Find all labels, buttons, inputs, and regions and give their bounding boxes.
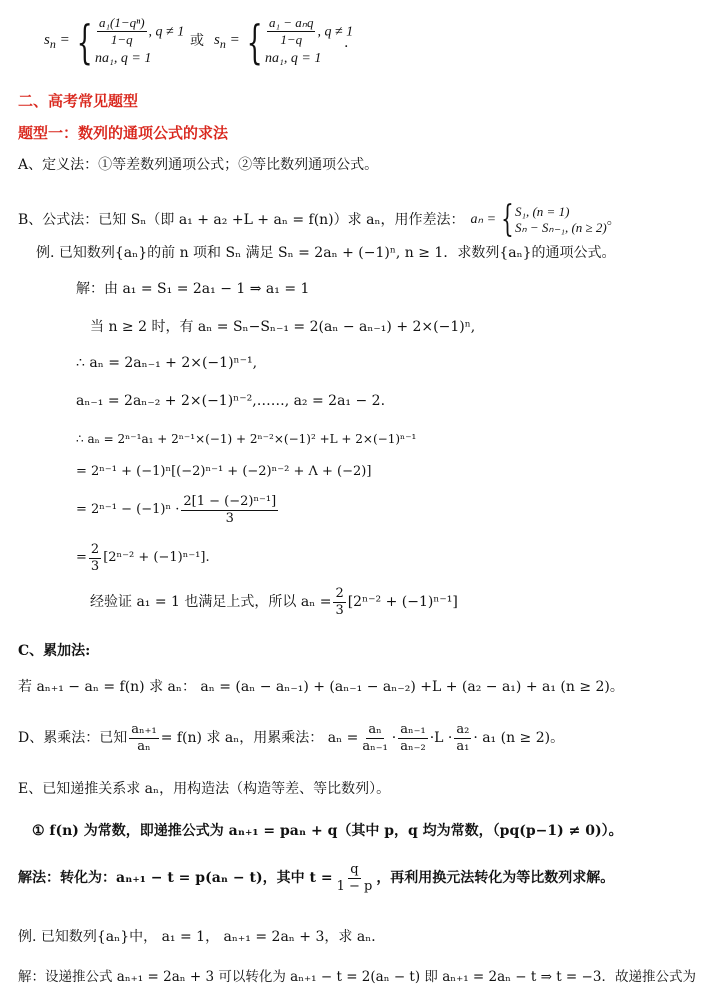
sum-formula-1-lhs: $s_n$ =	[44, 32, 70, 51]
method-b-tail: 。	[606, 212, 621, 228]
sum-formula-1-cases: $\frac{\text{a₁(1−qⁿ)}}{1-q}$ , q ≠ 1 na₁, q = 1	[95, 14, 185, 66]
method-b-cases: S₁, (n = 1) Sₙ − Sₙ₋₁, (n ≥ 2)	[514, 204, 607, 235]
solution-line-4: aₙ₋₁ = 2aₙ₋₂ + 2×(−1)ⁿ⁻²,……, a₂ = 2a₁ − 2.	[76, 393, 386, 409]
solution-line-1: 解：由 a₁ = S₁ = 2a₁ − 1 ⇒ a₁ = 1	[76, 281, 310, 297]
solution-line-2: 当 n ≥ 2 时，有 aₙ = Sₙ−Sₙ₋₁ = 2(aₙ − aₙ₋₁) + 2×(−1)ⁿ,	[90, 319, 476, 335]
section-heading: 二、高考常见题型	[18, 92, 139, 110]
method-e: E、已知递推关系求 aₙ，用构造法（构造等差、等比数列）。	[18, 781, 391, 797]
sum-formula-2-cases: $\frac{\text{a₁ − aₙq}}{1-q}$ , q ≠ 1 na₁, q = 1	[265, 14, 354, 66]
method-e-case1: ① f(n) 为常数，即递推公式为 aₙ₊₁ = paₙ + q（其中 p，q 均为常数，（pq(p−1) ≠ 0)）。	[32, 823, 623, 839]
example-1: 例. 已知数列{aₙ}的前 n 项和 Sₙ 满足 Sₙ = 2aₙ + (−1)ⁿ, n ≥ 1．求数列{aₙ}的通项公式。	[36, 245, 616, 261]
or-text: 或	[190, 33, 204, 49]
method-b-lhs: aₙ =	[470, 212, 497, 227]
left-brace-icon: {	[501, 199, 514, 240]
method-a: A、定义法：①等差数列通项公式；②等比数列通项公式。	[18, 157, 379, 173]
left-brace-icon: {	[76, 15, 93, 69]
top-period: .	[344, 35, 349, 51]
solution-method: 解法：转化为：aₙ₊₁ − t = p(aₙ − t)，其中 t = $\frac{q}{1 - p}$ ，再利用换元法转化为等比数列求解。	[18, 861, 615, 894]
sum-formula-2	[214, 6, 353, 78]
solution-line-6: = 2ⁿ⁻¹ + (−1)ⁿ[(−2)ⁿ⁻¹ + (−2)ⁿ⁻² + Λ + (−2)]	[76, 464, 372, 479]
left-brace-icon: {	[246, 15, 263, 69]
method-c-title: C、累加法:	[18, 643, 91, 659]
method-b	[18, 199, 621, 240]
solution-line-5: ∴ aₙ = 2ⁿ⁻¹a₁ + 2ⁿ⁻¹×(−1) + 2ⁿ⁻²×(−1)² +L + 2×(−1)ⁿ⁻¹	[76, 432, 417, 446]
example-2: 例. 已知数列{aₙ}中， a₁ = 1， aₙ₊₁ = 2aₙ + 3，求 aₙ．	[18, 929, 386, 945]
sum-formula-1	[44, 6, 184, 78]
last-line: 解：设递推公式 aₙ₊₁ = 2aₙ + 3 可以转化为 aₙ₊₁ − t = 2(aₙ − t) 即 aₙ₊₁ = 2aₙ − t ⇒ t = −3．故递推公式为	[18, 969, 696, 985]
solution-line-8: = $\frac{2}{3}$ [2ⁿ⁻² + (−1)ⁿ⁻¹].	[76, 541, 210, 574]
solution-line-7: = 2ⁿ⁻¹ − (−1)ⁿ · $\frac{\text{2[1 − (−2)ⁿ⁻¹]}}{3}$	[76, 493, 277, 526]
sum-formula-2-lhs: $s_n$ =	[214, 32, 240, 51]
solution-line-9: 经验证 a₁ = 1 也满足上式，所以 aₙ = $\frac{2}{3}$ [2ⁿ⁻² + (−1)ⁿ⁻¹]	[90, 585, 458, 618]
method-b-text: B、公式法：已知 Sₙ（即 a₁ + a₂ +L + aₙ = f(n)）求 aₙ，用作差法：	[18, 212, 465, 228]
method-d: D、累乘法：已知 $\frac{\text{aₙ₊₁}}{\text{aₙ}}$ = f(n) 求 aₙ，用累乘法： aₙ = $\frac{\text{aₙ}}{\text{aₙ₋₁}}$ · $\frac{\text{aₙ₋₁}}{\text{aₙ₋₂}}$ ·L · $\frac{\text{a₂}}{\text{a₁}}$ · a₁ (n ≥ 2)。	[18, 721, 565, 754]
type1-heading: 题型一：数列的通项公式的求法	[18, 124, 229, 142]
method-c-text: 若 aₙ₊₁ − aₙ = f(n) 求 aₙ： aₙ = (aₙ − aₙ₋₁) + (aₙ₋₁ − aₙ₋₂) +L + (a₂ − a₁) + a₁ (n ≥ 2)。	[18, 679, 624, 695]
solution-line-3: ∴ aₙ = 2aₙ₋₁ + 2×(−1)ⁿ⁻¹,	[76, 355, 258, 371]
